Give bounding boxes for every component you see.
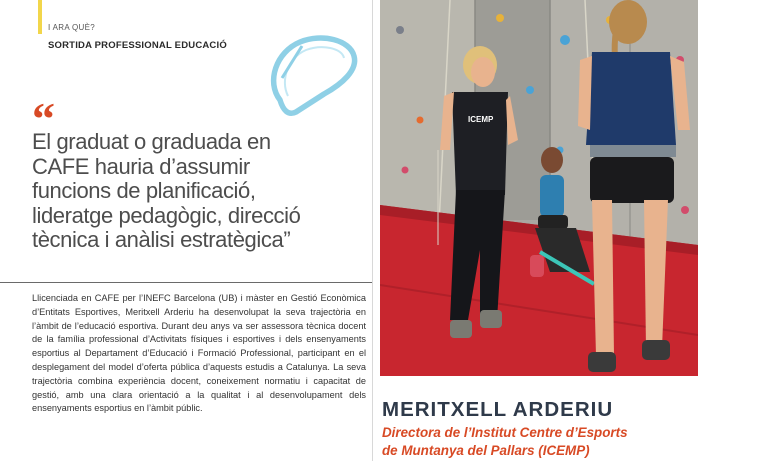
pull-quote-line: funcions de planificació, bbox=[32, 178, 256, 203]
carabiner-icon bbox=[258, 30, 363, 125]
accent-bar bbox=[38, 0, 42, 34]
divider bbox=[0, 282, 372, 283]
pull-quote-line: lideratge pedagògic, direcció bbox=[32, 202, 301, 228]
quote-mark: “ bbox=[32, 93, 55, 144]
pull-quote-line: tècnica i anàlisi estratègica” bbox=[32, 227, 291, 252]
bio-paragraph: Llicenciada en CAFE per l’INEFC Barcelona (UB) i màster en Gestió Econòmica d’Entitats Esportives, Meritxell Arderiu ha desenvolupat la seva trajectòria en l’àmbit de l’educació esportiva. Durant deu anys va ser assessora tècnica docent de la família professional d’Activitats físiques i esportives i dels ensenyaments esportius al Departament d’Educació i Formació Professional, participant en el desplegament del model d’oferta pública d’aquests estudis a Catalunya. La seva trajectòria combina experiència docent, coneixement normatiu i capacitat de gestió, amb una clara orientació a la qualitat i al desenvolupament dels ensenyaments esportius en l’àmbit públic. bbox=[32, 293, 366, 414]
person-role bbox=[382, 424, 628, 459]
role-line: de Muntanya del Pallars (ICEMP) bbox=[382, 442, 590, 458]
pull-quote-line: El graduat o graduada en bbox=[32, 129, 271, 154]
pull-quote-line: CAFE hauria d’assumir bbox=[32, 153, 250, 179]
section-title: SORTIDA PROFESSIONAL EDUCACIÓ bbox=[48, 40, 227, 51]
shirt-logo: ICEMP bbox=[468, 115, 494, 124]
climbing-wall-photo bbox=[380, 0, 698, 376]
role-line: Directora de l’Institut Centre d’Esports bbox=[382, 425, 628, 440]
pull-quote bbox=[32, 130, 372, 253]
kicker: I ARA QUÈ? bbox=[48, 23, 96, 32]
person-name: MERITXELL ARDERIU bbox=[382, 398, 614, 421]
column-divider bbox=[372, 0, 373, 461]
